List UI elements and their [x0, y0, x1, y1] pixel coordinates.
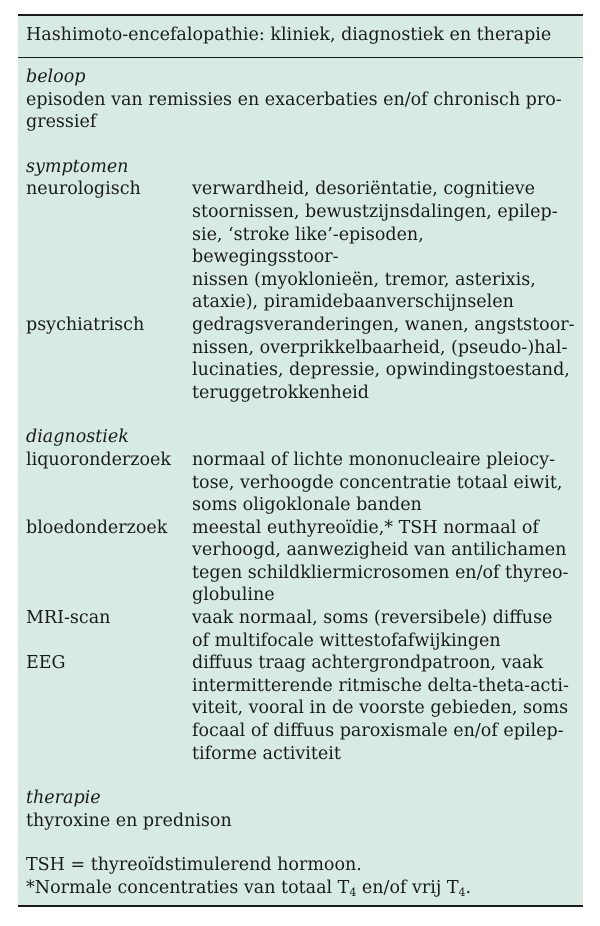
section-heading-therapie: therapie — [26, 788, 101, 809]
value-line: intermitterende ritmische delta-theta-acti- — [192, 675, 569, 696]
footnote-subscript: 4 — [349, 886, 357, 899]
section-therapie — [26, 787, 575, 832]
value-line: lucinaties, depressie, opwindingstoestand, — [192, 360, 570, 381]
value-line: focaal of diffuus paroxismale en/of epilep- — [192, 721, 564, 742]
row-label: EEG — [26, 653, 66, 674]
value-line: ataxie), piramidebaanverschijnselen — [192, 292, 514, 313]
row-mri-scan — [26, 607, 575, 652]
value-line: nissen (myoklonieën, tremor, asterixis, — [192, 269, 536, 290]
footnote-note — [26, 877, 575, 900]
section-symptomen — [26, 156, 575, 405]
section-beloop — [26, 66, 575, 134]
value-line: tiforme activiteit — [192, 743, 341, 764]
value-line: meestal euthyreoïdie,* TSH normaal of — [192, 517, 539, 538]
row-label: neurologisch — [26, 179, 141, 200]
row-neurologisch — [26, 178, 575, 314]
section-diagnostiek — [26, 426, 575, 765]
row-label: psychiatrisch — [26, 314, 145, 335]
value-line: globuline — [192, 585, 275, 606]
row-value — [192, 449, 575, 517]
row-value — [192, 517, 575, 607]
value-line: tegen schildkliermicrosomen en/of thyreo- — [192, 562, 569, 583]
value-line: diffuus traag achtergrondpatroon, vaak — [192, 653, 544, 674]
value-line: sie, ‘stroke like’-episoden, bewegingsstoor- — [192, 224, 424, 268]
row-value — [192, 178, 575, 314]
section-heading-symptomen: symptomen — [26, 156, 129, 177]
value-line: verwardheid, desoriëntatie, cognitieve — [192, 179, 536, 200]
value-line: vaak normaal, soms (reversibele) diffuse — [192, 608, 553, 629]
beloop-text — [26, 89, 575, 134]
value-line: of multifocale wittestofafwijkingen — [192, 630, 501, 651]
row-label: MRI-scan — [26, 608, 111, 629]
footnote-abbreviation: TSH = thyreoïdstimulerend hormoon. — [26, 855, 362, 876]
value-line: gedragsveranderingen, wanen, angststoor- — [192, 314, 575, 335]
value-line: verhoogd, aanwezigheid van antilichamen — [192, 540, 567, 561]
row-psychiatrisch — [26, 314, 575, 404]
value-line: teruggetrokkenheid — [192, 382, 369, 403]
table-content — [18, 58, 583, 900]
value-line: tose, verhoogde concentratie totaal eiwit, — [192, 472, 563, 493]
footnotes — [26, 854, 575, 899]
footnote-note-part: *Normale concentraties van totaal T — [26, 878, 350, 898]
row-eeg — [26, 652, 575, 765]
beloop-line: episoden van remissies en exacerbaties en/of chronisch pro- — [26, 89, 562, 110]
beloop-line: gressief — [26, 112, 97, 133]
section-heading-beloop: beloop — [26, 67, 86, 87]
therapie-text: thyroxine en prednison — [26, 810, 232, 831]
table-box — [18, 14, 583, 907]
table-title: Hashimoto-encefalopathie: kliniek, diagnostiek en therapie — [18, 16, 583, 58]
value-line: viteit, vooral in de voorste gebieden, soms — [192, 698, 569, 719]
row-liquoronderzoek — [26, 449, 575, 517]
row-label: bloedonderzoek — [26, 517, 168, 538]
footnote-note-part: en/of vrij T — [356, 878, 459, 898]
row-label: liquoronderzoek — [26, 449, 172, 470]
row-value — [192, 607, 575, 652]
footnote-subscript: 4 — [458, 886, 466, 899]
row-bloedonderzoek — [26, 517, 575, 607]
row-value — [192, 314, 575, 404]
footnote-note-part: . — [465, 878, 472, 898]
value-line: normaal of lichte mononucleaire pleiocy- — [192, 449, 556, 470]
value-line: soms oligoklonale banden — [192, 495, 422, 516]
row-value — [192, 652, 575, 765]
value-line: stoornissen, bewustzijnsdalingen, epilep- — [192, 201, 558, 222]
section-heading-diagnostiek: diagnostiek — [26, 427, 129, 448]
value-line: nissen, overprikkelbaarheid, (pseudo-)hal- — [192, 337, 568, 358]
